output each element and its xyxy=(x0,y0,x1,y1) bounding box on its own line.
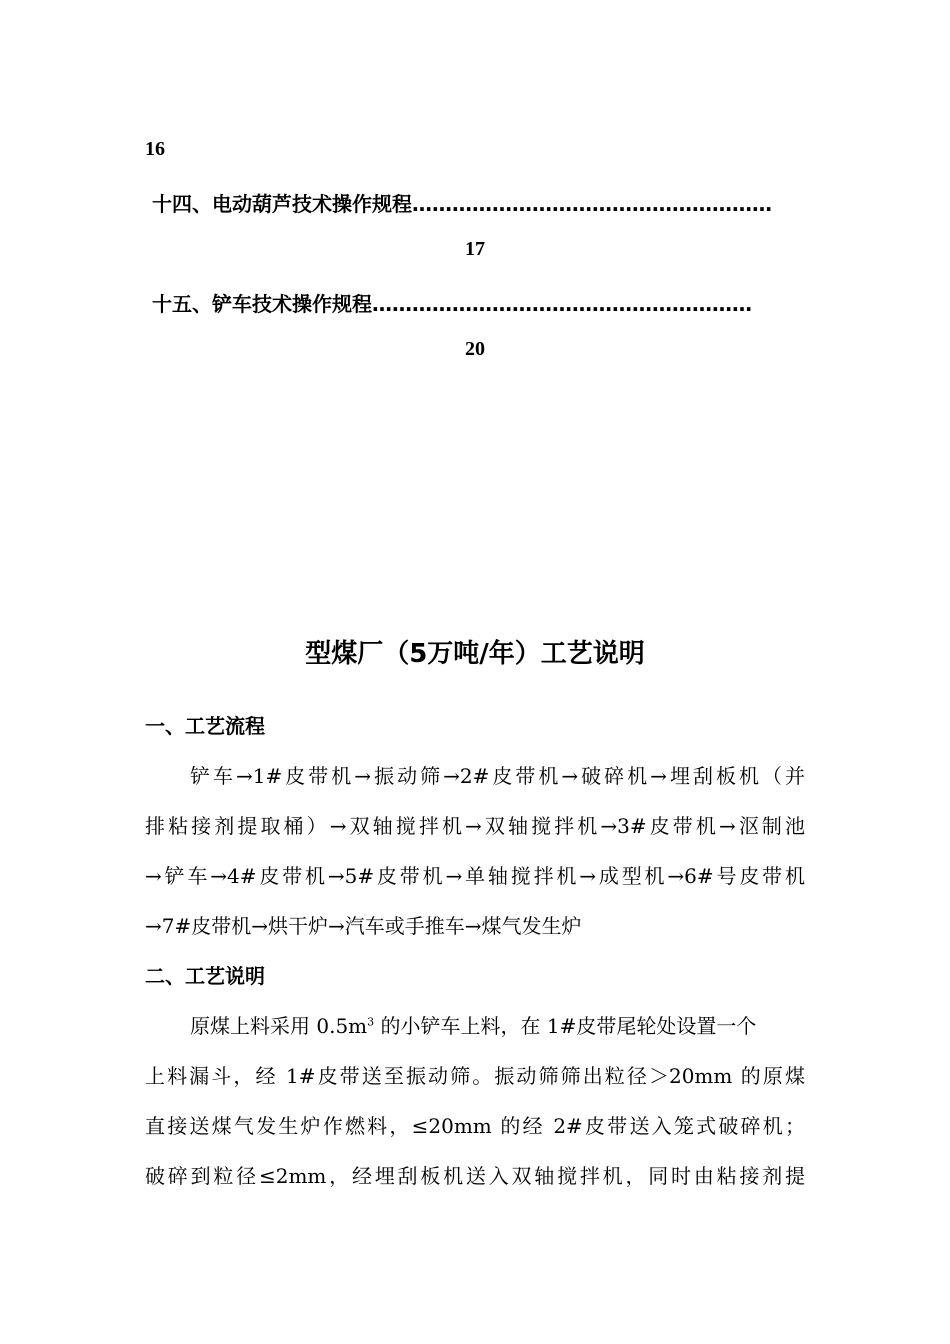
process-description-line: 破碎到粒径≤2mm，经埋刮板机送入双轴搅拌机，同时由粘接剂提 xyxy=(145,1164,805,1188)
process-flow-line: 铲车→1#皮带机→振动筛→2#皮带机→破碎机→埋刮板机（并 xyxy=(190,764,805,788)
toc-item-page: 17 xyxy=(465,238,485,260)
process-flow-line: →7#皮带机→烘干炉→汽车或手推车→煤气发生炉 xyxy=(145,914,582,938)
toc-page-number: 16 xyxy=(145,138,165,160)
text-segment: 原煤上料采用 0.5m xyxy=(190,1014,368,1038)
toc-leader: ……………………………………………… xyxy=(412,192,772,216)
toc-item-label: 十五、铲车技术操作规程 xyxy=(152,292,372,316)
process-flow-line: 排粘接剂提取桶）→双轴搅拌机→双轴搅拌机→3#皮带机→沤制池 xyxy=(145,814,805,838)
section-heading-process-flow: 一、工艺流程 xyxy=(145,714,265,738)
page-title: 型煤厂（5万吨/年）工艺说明 xyxy=(305,639,645,669)
text-segment: 的小铲车上料，在 1#皮带尾轮处设置一个 xyxy=(374,1014,757,1038)
section-heading-process-description: 二、工艺说明 xyxy=(145,964,265,988)
superscript-unit: 3 xyxy=(367,1015,375,1029)
toc-item-shovel-loader[interactable] xyxy=(152,288,752,317)
process-description-line xyxy=(190,1010,805,1039)
process-flow-line: →铲车→4#皮带机→5#皮带机→单轴搅拌机→成型机→6#号皮带机 xyxy=(145,864,805,888)
process-description-line: 直接送煤气发生炉作燃料，≤20mm 的经 2#皮带送入笼式破碎机； xyxy=(145,1114,805,1138)
toc-item-label: 十四、电动葫芦技术操作规程 xyxy=(152,192,412,216)
toc-item-electric-hoist[interactable] xyxy=(152,188,772,217)
toc-item-page: 20 xyxy=(465,338,485,360)
process-description-line: 上料漏斗，经 1#皮带送至振动筛。振动筛筛出粒径＞20mm 的原煤 xyxy=(145,1064,805,1088)
toc-leader: ………………………………………………… xyxy=(372,292,752,316)
